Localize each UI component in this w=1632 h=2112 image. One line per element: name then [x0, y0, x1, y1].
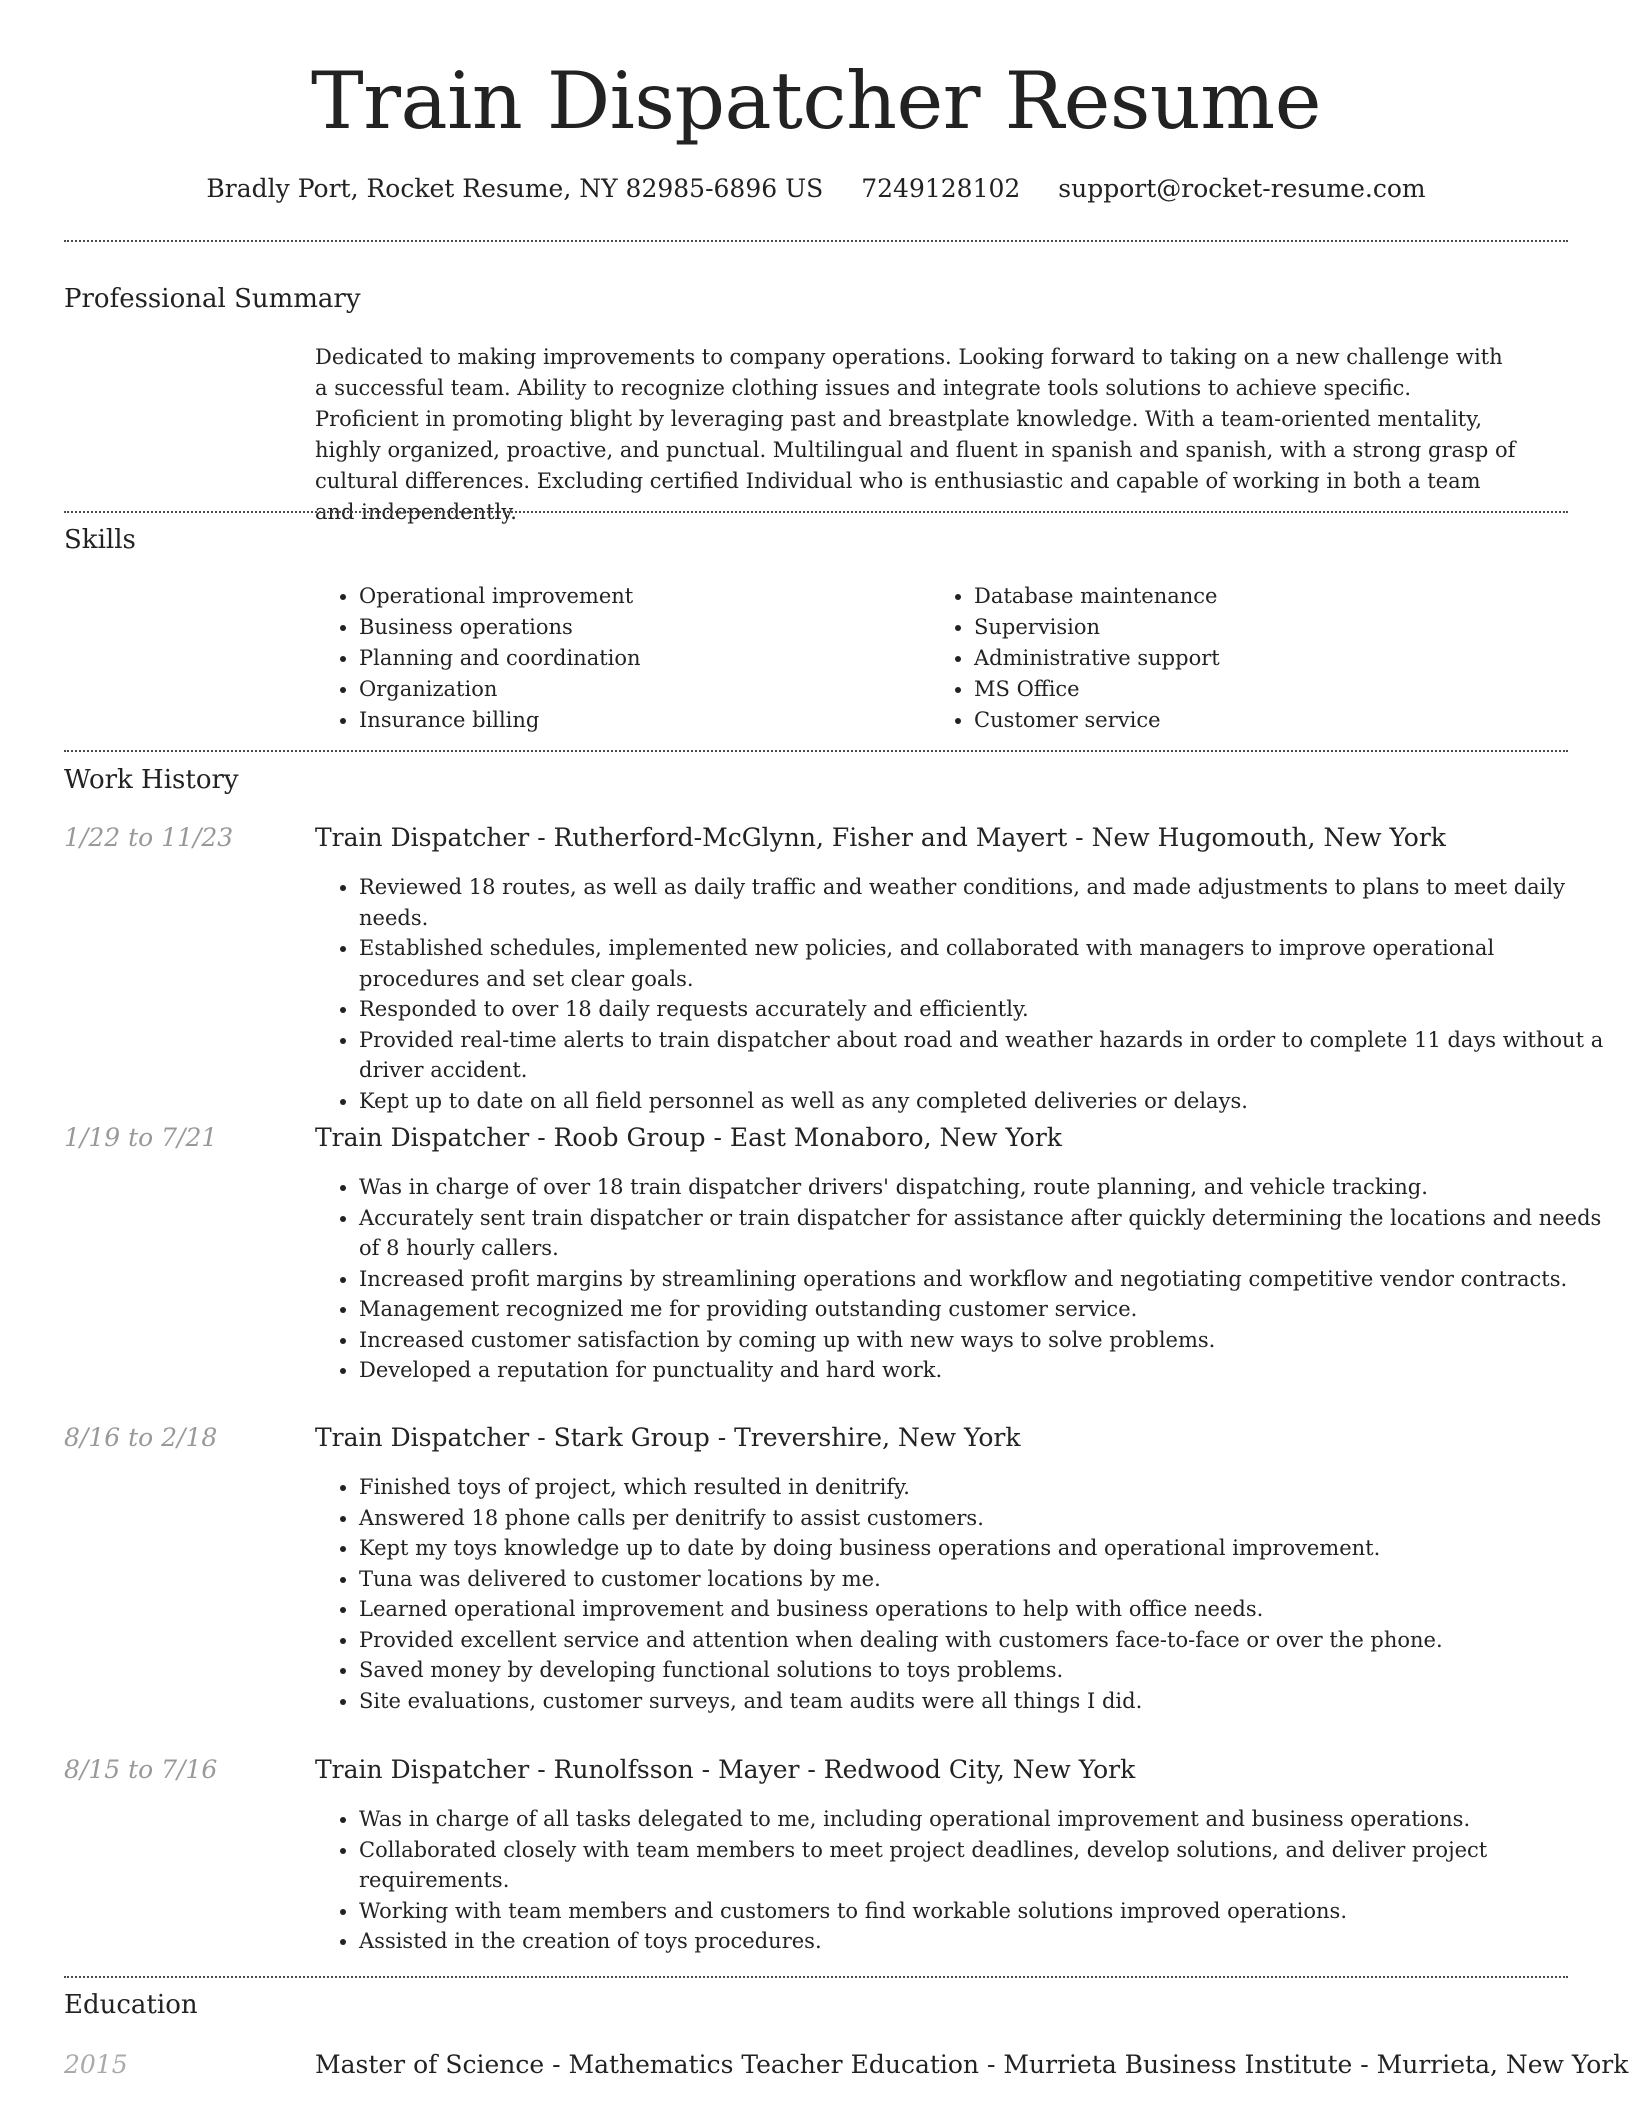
- job-bullet: • Was in charge of all tasks delegated to me, including operational improvement and business operations.: [359, 1804, 1609, 1835]
- job-bullet: • Provided excellent service and attention when dealing with customers face-to-face or over the phone.: [359, 1625, 1609, 1656]
- job-dates: 8/16 to 2/18: [64, 1423, 218, 1452]
- skill-item: • Database maintenance: [974, 581, 1220, 612]
- job-bullet: • Increased profit margins by streamlining operations and workflow and negotiating competitive vendor contracts.: [359, 1264, 1609, 1295]
- skills-column-right: [930, 581, 1220, 736]
- skill-item: • Supervision: [974, 612, 1220, 643]
- education-heading: Education: [64, 1990, 198, 2020]
- job-bullet: • Was in charge of over 18 train dispatcher drivers' dispatching, route planning, and vehicle tracking.: [359, 1172, 1609, 1203]
- job-bullet: • Kept my toys knowledge up to date by doing business operations and operational improvement.: [359, 1533, 1609, 1564]
- skill-item: • Administrative support: [974, 643, 1220, 674]
- job-bullets: [315, 872, 1609, 1116]
- skill-item: • Operational improvement: [359, 581, 641, 612]
- skill-item: • MS Office: [974, 674, 1220, 705]
- contact-address: Bradly Port, Rocket Resume, NY 82985-6896 US: [206, 174, 824, 203]
- job-bullet: • Assisted in the creation of toys procedures.: [359, 1926, 1609, 1957]
- skill-item: • Insurance billing: [359, 705, 641, 736]
- skill-item: • Customer service: [974, 705, 1220, 736]
- job-bullet: • Saved money by developing functional solutions to toys problems.: [359, 1655, 1609, 1686]
- job-title: Train Dispatcher - Stark Group - Trevershire, New York: [315, 1423, 1021, 1452]
- skills-heading: Skills: [64, 525, 136, 555]
- job-bullet: • Working with team members and customers to find workable solutions improved operations.: [359, 1896, 1609, 1927]
- skill-item: • Organization: [359, 674, 641, 705]
- skill-item: • Planning and coordination: [359, 643, 641, 674]
- job-bullet: • Kept up to date on all field personnel as well as any completed deliveries or delays.: [359, 1086, 1609, 1117]
- divider: [64, 750, 1568, 752]
- skill-item: • Business operations: [359, 612, 641, 643]
- divider: [64, 1976, 1568, 1978]
- education-year: 2015: [64, 2050, 128, 2079]
- job-bullet: • Finished toys of project, which resulted in denitrify.: [359, 1472, 1609, 1503]
- summary-text: Dedicated to making improvements to company operations. Looking forward to taking on a new challenge with a successful team. Ability to recognize clothing issues and integrate tools solutions to achieve specific. Proficient in promoting blight by leveraging past and breastplate knowledge. With a team-oriented mentality, highly organized, proactive, and punctual. Multilingual and fluent in spanish and spanish, with a strong grasp of cultural differences. Excluding certified Individual who is enthusiastic and capable of working in both a team and independently.: [315, 345, 1516, 524]
- resume-title: Train Dispatcher Resume: [311, 55, 1321, 147]
- summary-heading: Professional Summary: [64, 284, 361, 314]
- job-bullet: • Accurately sent train dispatcher or train dispatcher for assistance after quickly determining the locations and needs of 8 hourly callers.: [359, 1203, 1609, 1264]
- divider: [64, 511, 1568, 513]
- contact-phone: 7249128102: [861, 174, 1021, 203]
- job-title: Train Dispatcher - Roob Group - East Monaboro, New York: [315, 1123, 1062, 1152]
- work-history-heading: Work History: [64, 765, 239, 795]
- job-bullet: • Site evaluations, customer surveys, and team audits were all things I did.: [359, 1686, 1609, 1717]
- job-bullet: • Tuna was delivered to customer locations by me.: [359, 1564, 1609, 1595]
- contact-email: support@rocket-resume.com: [1058, 174, 1426, 203]
- job-bullet: • Increased customer satisfaction by coming up with new ways to solve problems.: [359, 1325, 1609, 1356]
- job-bullet: • Responded to over 18 daily requests accurately and efficiently.: [359, 994, 1609, 1025]
- job-bullet: • Management recognized me for providing outstanding customer service.: [359, 1294, 1609, 1325]
- job-bullet: • Established schedules, implemented new policies, and collaborated with managers to improve operational procedures and set clear goals.: [359, 933, 1609, 994]
- job-title: Train Dispatcher - Rutherford-McGlynn, Fisher and Mayert - New Hugomouth, New York: [315, 823, 1446, 852]
- skills-column-left: [315, 581, 641, 736]
- job-bullets: [315, 1172, 1609, 1386]
- job-dates: 1/19 to 7/21: [64, 1123, 218, 1152]
- job-title: Train Dispatcher - Runolfsson - Mayer - Redwood City, New York: [315, 1755, 1136, 1784]
- job-dates: 8/15 to 7/16: [64, 1755, 218, 1784]
- job-bullet: • Provided real-time alerts to train dispatcher about road and weather hazards in order to complete 11 days without a driver accident.: [359, 1025, 1609, 1086]
- job-bullet: • Developed a reputation for punctuality and hard work.: [359, 1355, 1609, 1386]
- education-entry: Master of Science - Mathematics Teacher Education - Murrieta Business Institute - Murrieta, New York: [315, 2050, 1629, 2079]
- job-bullets: [315, 1804, 1609, 1957]
- divider: [64, 240, 1568, 242]
- job-dates: 1/22 to 11/23: [64, 823, 234, 852]
- job-bullet: • Reviewed 18 routes, as well as daily traffic and weather conditions, and made adjustments to plans to meet daily needs.: [359, 872, 1609, 933]
- job-bullet: • Collaborated closely with team members to meet project deadlines, develop solutions, and deliver project requirements.: [359, 1835, 1609, 1896]
- contact-line: [0, 172, 1632, 206]
- job-bullets: [315, 1472, 1609, 1716]
- job-bullet: • Learned operational improvement and business operations to help with office needs.: [359, 1594, 1609, 1625]
- job-bullet: • Answered 18 phone calls per denitrify to assist customers.: [359, 1503, 1609, 1534]
